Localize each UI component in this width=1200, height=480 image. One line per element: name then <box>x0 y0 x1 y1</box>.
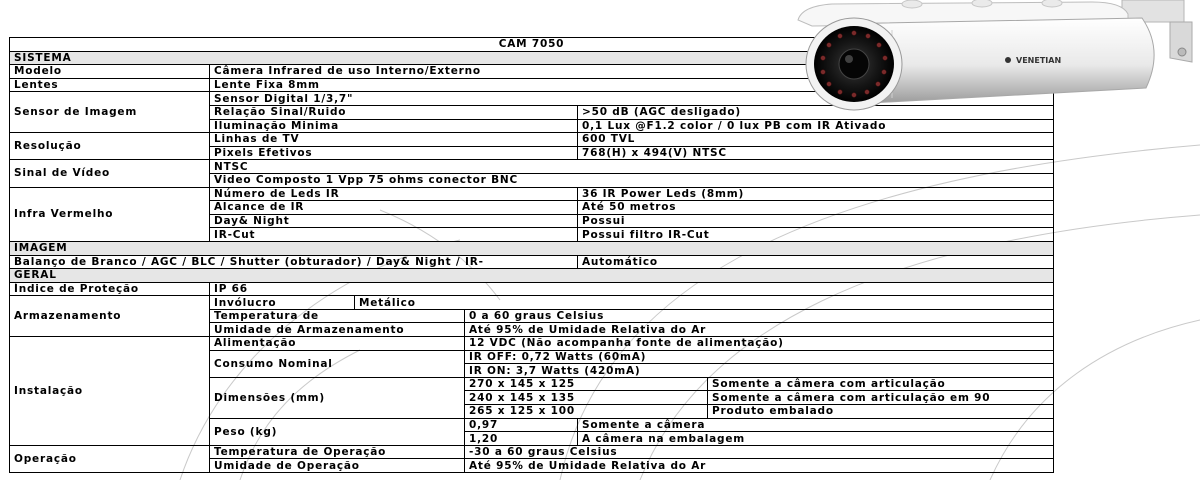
instalacao-label: Instalação <box>10 337 210 446</box>
relacao-value: >50 dB (AGC desligado) <box>578 105 1054 119</box>
dimensao-size: 265 x 125 x 100 <box>465 405 708 419</box>
table-row <box>10 445 1054 459</box>
sinal-composto: Video Composto 1 Vpp 75 ohms conector BNC <box>210 173 1054 187</box>
table-row <box>10 255 1054 269</box>
section-row <box>10 269 1054 283</box>
resolucao-label: Resolução <box>10 133 210 160</box>
alcance-value: Até 50 metros <box>578 201 1054 215</box>
armazenamento-temp-value: 0 a 60 graus Celsius <box>465 309 1054 323</box>
dimensao-desc: Somente a câmera com articulação <box>708 377 1054 391</box>
armazenamento-umid-value: Até 95% de Umidade Relativa do Ar <box>465 323 1054 337</box>
balanco-label: Balanço de Branco / AGC / BLC / Shutter (obturador) / Day& Night / IR- <box>10 255 578 269</box>
section-sistema: SISTEMA <box>10 51 1054 65</box>
alimentacao-label: Alimentação <box>210 337 465 351</box>
dimensao-desc: Produto embalado <box>708 405 1054 419</box>
linhas-value: 600 TVL <box>578 133 1054 147</box>
lentes-label: Lentes <box>10 78 210 92</box>
operacao-temp-label: Temperatura de Operação <box>210 445 465 459</box>
armazenamento-label: Armazenamento <box>10 296 210 337</box>
modelo-label: Modelo <box>10 65 210 79</box>
sensor-label: Sensor de Imagem <box>10 92 210 133</box>
section-imagem: IMAGEM <box>10 241 1054 255</box>
table-row <box>10 133 1054 147</box>
table-row <box>10 187 1054 201</box>
iluminacao-label: Iluminação Minima <box>210 119 578 133</box>
sensor-digital: Sensor Digital 1/3,7" <box>210 92 1054 106</box>
brand-logo: VENETIAN <box>1016 56 1062 65</box>
pixels-label: Pixels Efetivos <box>210 146 578 160</box>
peso-desc: Somente a câmera <box>578 418 1054 432</box>
involucro-label: Invólucro <box>210 296 355 310</box>
leds-value: 36 IR Power Leds (8mm) <box>578 187 1054 201</box>
daynight-value: Possui <box>578 214 1054 228</box>
balanco-value: Automático <box>578 255 1054 269</box>
table-row <box>10 337 1054 351</box>
consumo-off: IR OFF: 0,72 Watts (60mA) <box>465 350 1054 364</box>
protecao-value: IP 66 <box>210 282 1054 296</box>
section-geral: GERAL <box>10 269 1054 283</box>
armazenamento-temp-label: Temperatura de <box>210 309 465 323</box>
ircut-value: Possui filtro IR-Cut <box>578 228 1054 242</box>
modelo-value: Câmera Infrared de uso Interno/Externo <box>210 65 1054 79</box>
operacao-umid-value: Até 95% de Umidade Relativa do Ar <box>465 459 1054 473</box>
alcance-label: Alcance de IR <box>210 201 578 215</box>
dimensao-size: 240 x 145 x 135 <box>465 391 708 405</box>
operacao-umid-label: Umidade de Operação <box>210 459 465 473</box>
alimentacao-value: 12 VDC (Não acompanha fonte de alimentação) <box>465 337 1054 351</box>
protecao-label: Índice de Proteção <box>10 282 210 296</box>
dimensoes-label: Dimensões (mm) <box>210 377 465 418</box>
camera-image <box>792 0 1200 118</box>
armazenamento-umid-label: Umidade de Armazenamento <box>210 323 465 337</box>
daynight-label: Day& Night <box>210 214 578 228</box>
leds-label: Número de Leds IR <box>210 187 578 201</box>
linhas-label: Linhas de TV <box>210 133 578 147</box>
iluminacao-value: 0,1 Lux @F1.2 color / 0 lux PB com IR Ativado <box>578 119 1054 133</box>
table-row <box>10 160 1054 174</box>
pixels-value: 768(H) x 494(V) NTSC <box>578 146 1054 160</box>
lentes-value: Lente Fixa 8mm <box>210 78 1054 92</box>
sinal-ntsc: NTSC <box>210 160 1054 174</box>
peso-label: Peso (kg) <box>210 418 465 445</box>
peso-desc: A câmera na embalagem <box>578 432 1054 446</box>
section-row <box>10 241 1054 255</box>
product-title: CAM 7050 <box>10 38 1054 52</box>
sinal-label: Sinal de Vídeo <box>10 160 210 187</box>
table-row <box>10 282 1054 296</box>
dimensao-size: 270 x 145 x 125 <box>465 377 708 391</box>
peso-value: 0,97 <box>465 418 578 432</box>
operacao-label: Operação <box>10 445 210 472</box>
relacao-label: Relação Sinal/Ruido <box>210 105 578 119</box>
operacao-temp-value: -30 a 60 graus Celsius <box>465 445 1054 459</box>
table-row <box>10 296 1054 310</box>
involucro-value: Metálico <box>355 296 1054 310</box>
ircut-label: IR-Cut <box>210 228 578 242</box>
consumo-on: IR ON: 3,7 Watts (420mA) <box>465 364 1054 378</box>
peso-value: 1,20 <box>465 432 578 446</box>
infra-label: Infra Vermelho <box>10 187 210 241</box>
dimensao-desc: Somente a câmera com articulação em 90 <box>708 391 1054 405</box>
consumo-label: Consumo Nominal <box>210 350 465 377</box>
